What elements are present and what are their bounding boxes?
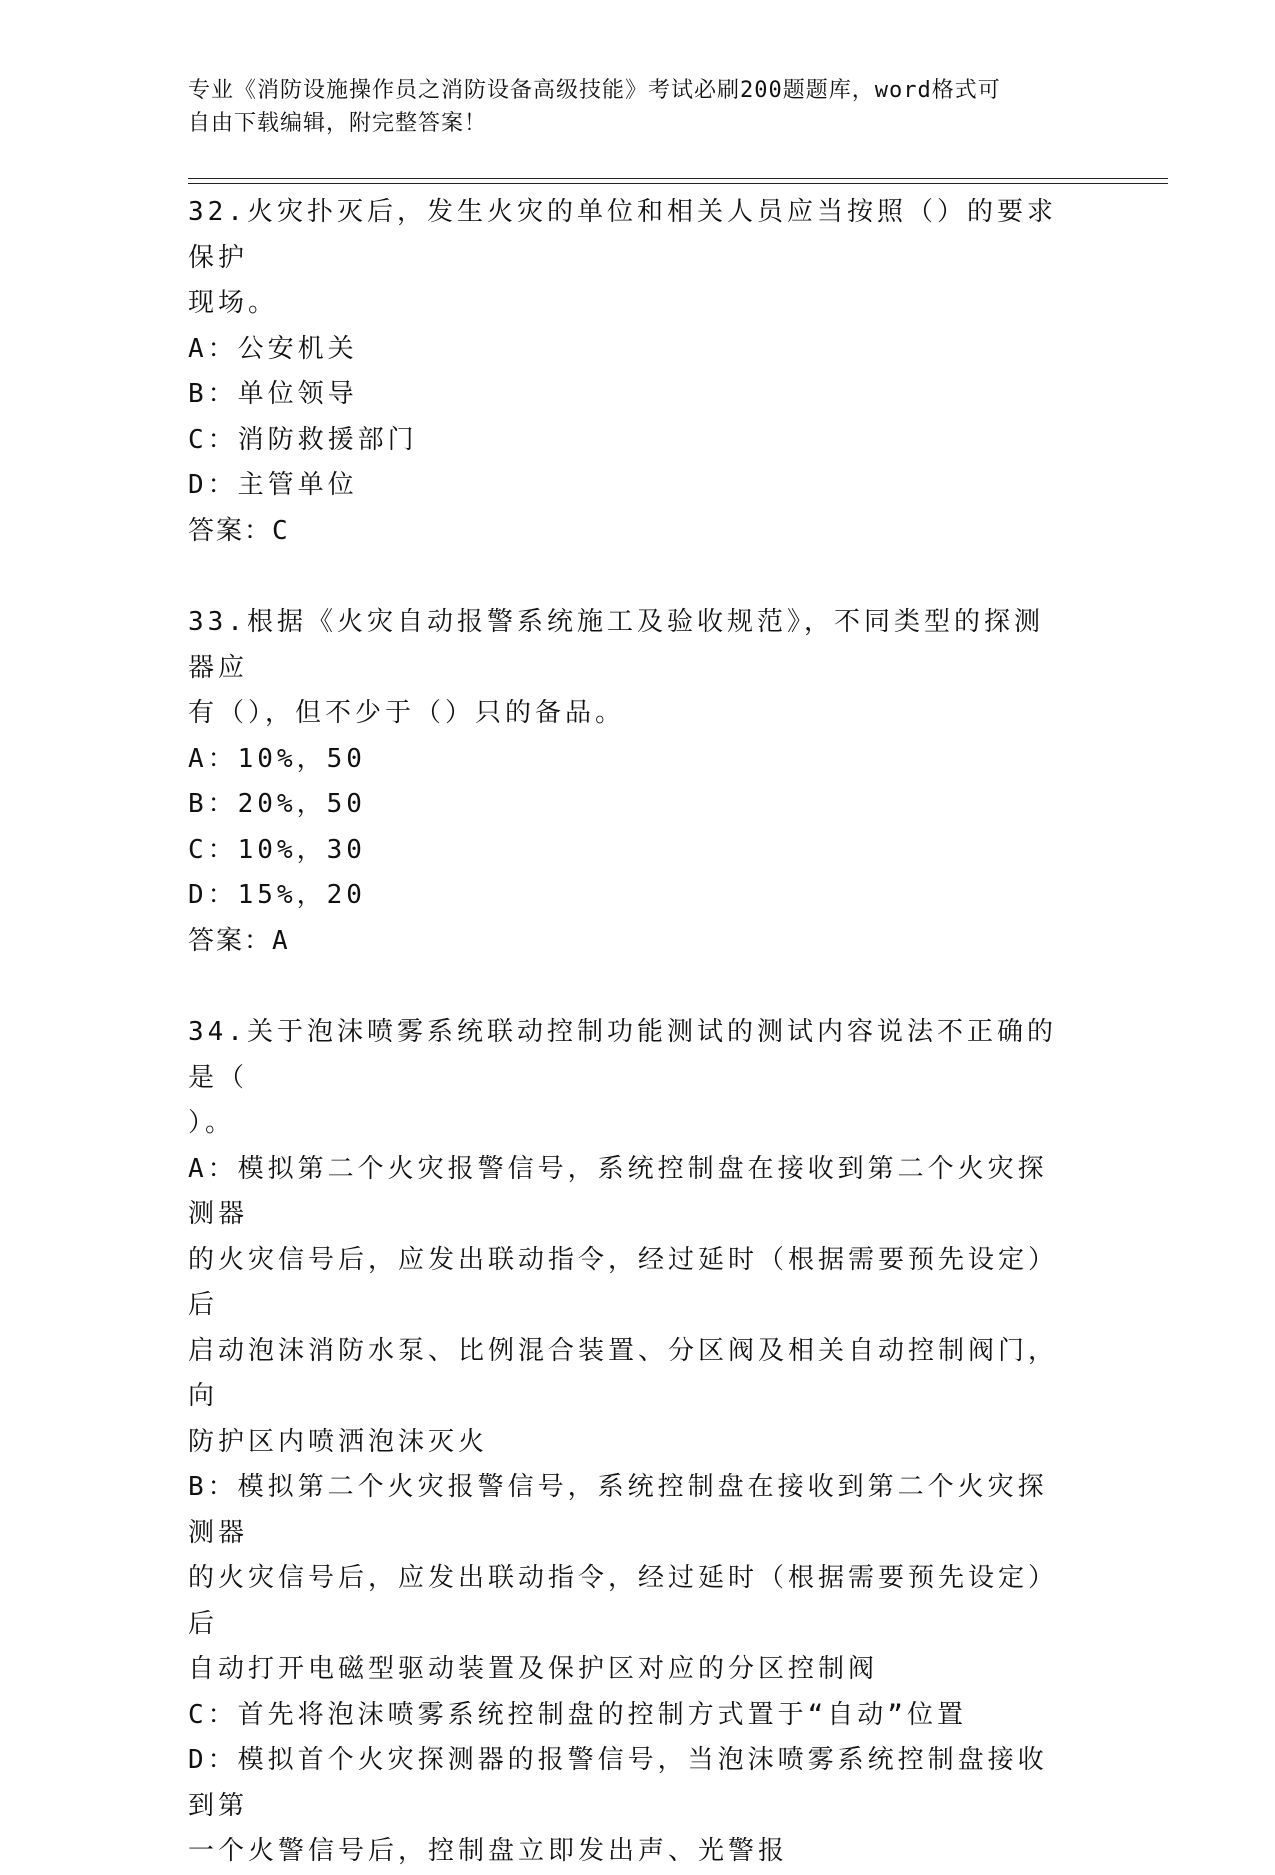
question-34	[188, 1010, 1068, 1875]
question-list	[188, 190, 1068, 1875]
option-c: C：10%，30	[188, 834, 366, 865]
question-text-continued: 现场。	[188, 288, 279, 318]
document-header	[188, 74, 1068, 140]
option-c-line: C：首先将泡沫喷雾系统控制盘的控制方式置于“自动”位置	[188, 1699, 967, 1730]
question-spacer	[188, 554, 1068, 600]
answer-value: A	[272, 925, 288, 956]
question-33	[188, 600, 1068, 964]
option-a: A：公安机关	[188, 333, 358, 364]
option-b: B：20%，50	[188, 789, 366, 819]
option-d	[188, 1738, 1068, 1875]
option-b-line: 的火灾信号后，应发出联动指令，经过延时（根据需要预先设定）后	[188, 1563, 1059, 1639]
option-a-line: 防护区内喷洒泡沫灭火	[188, 1426, 489, 1457]
option-a: A：10%，50	[188, 743, 366, 774]
option-d: D：15%，20	[188, 880, 366, 910]
header-line-2: 自由下载编辑，附完整答案！	[188, 111, 488, 136]
answer-label: 答案：	[188, 925, 273, 956]
header-divider-top	[188, 178, 1168, 179]
option-c: C：消防救援部门	[188, 424, 418, 455]
answer-value: C	[272, 515, 288, 546]
option-a	[188, 1147, 1068, 1466]
question-32	[188, 190, 1068, 554]
question-spacer	[188, 964, 1068, 1010]
header-divider-bottom	[188, 183, 1168, 184]
option-b: B：单位领导	[188, 379, 358, 409]
option-b	[188, 1465, 1068, 1693]
option-c	[188, 1693, 1068, 1739]
question-text: 33.根据《火灾自动报警系统施工及验收规范》，不同类型的探测器应	[188, 607, 1044, 683]
option-a-line: 的火灾信号后，应发出联动指令，经过延时（根据需要预先设定）后	[188, 1244, 1059, 1320]
option-a-line: 启动泡沫消防水泵、比例混合装置、分区阀及相关自动控制阀门，向	[188, 1335, 1059, 1411]
question-text-continued: 有（），但不少于（）只的备品。	[188, 698, 626, 728]
option-b-line: 自动打开电磁型驱动装置及保护区对应的分区控制阀	[188, 1654, 879, 1684]
question-text: 34.关于泡沫喷雾系统联动控制功能测试的测试内容说法不正确的是（	[188, 1017, 1057, 1093]
option-d: D：主管单位	[188, 470, 358, 500]
option-b-line: B：模拟第二个火灾报警信号，系统控制盘在接收到第二个火灾探测器	[188, 1472, 1048, 1548]
option-d-line: D：模拟首个火灾探测器的报警信号，当泡沫喷雾系统控制盘接收到第	[188, 1745, 1048, 1821]
answer	[188, 509, 1068, 555]
header-line-1: 专业《消防设施操作员之消防设备高级技能》考试必刷200题题库，word格式可	[188, 78, 1001, 103]
answer	[188, 919, 1068, 965]
question-text-continued: ）。	[188, 1108, 236, 1138]
option-a-line: A：模拟第二个火灾报警信号，系统控制盘在接收到第二个火灾探测器	[188, 1153, 1048, 1229]
answer-label: 答案：	[188, 515, 273, 546]
option-d-line: 一个火警信号后，控制盘立即发出声、光警报	[188, 1836, 789, 1866]
question-text: 32.火灾扑灭后，发生火灾的单位和相关人员应当按照（）的要求保护	[188, 197, 1057, 273]
